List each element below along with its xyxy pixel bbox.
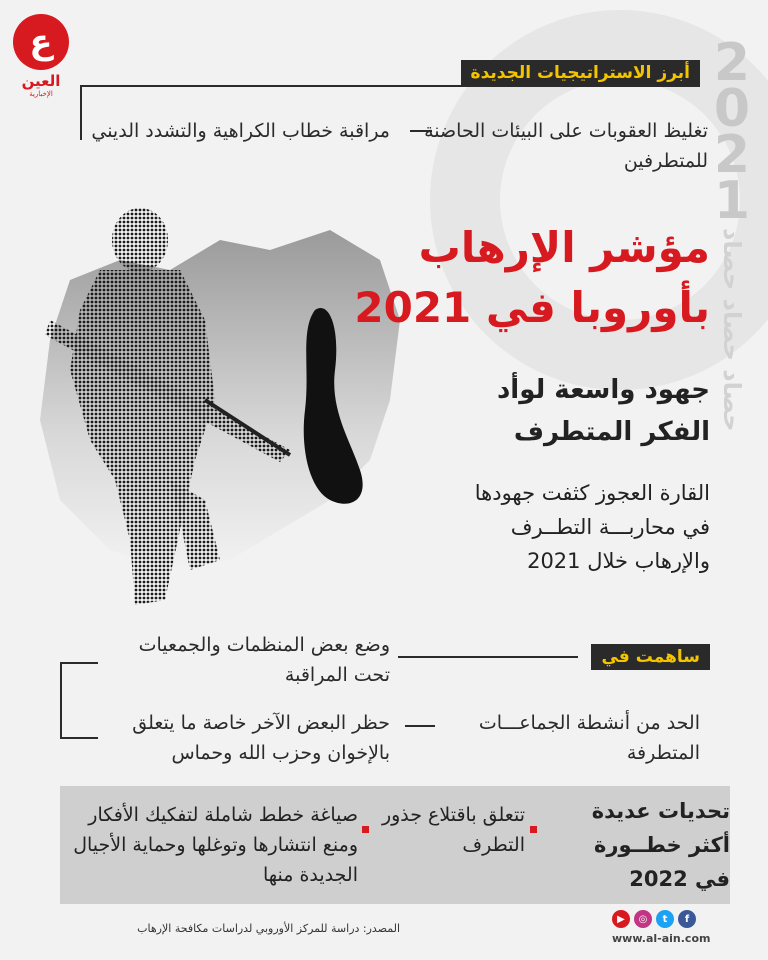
youtube-icon[interactable]: ▶ <box>612 910 630 928</box>
contributed-label: ساهمت في <box>591 644 710 670</box>
year-digit: 2 <box>713 33 751 93</box>
year-column <box>702 33 762 432</box>
instagram-icon[interactable]: ◎ <box>634 910 652 928</box>
al-ain-logo[interactable] <box>10 14 72 98</box>
contributed-connector-left-bottom <box>60 737 98 739</box>
contributed-item-limit: الحد من أنشطة الجماعـــات المتطرفة <box>478 712 700 764</box>
subtitle-line2: الفكر المتطرف <box>513 417 710 447</box>
contributed-item-ban: حظر البعض الآخر خاصة ما يتعلق بالإخوان وحزب الله وحماس <box>132 712 390 764</box>
strategies-connector-left <box>80 85 82 140</box>
contributed-connector-left <box>60 662 62 738</box>
contributed-connector-mid <box>405 725 435 727</box>
page-title-line1: مؤشر الإرهاب <box>418 223 710 272</box>
strategies-connector-line <box>80 85 700 87</box>
intro-line3: والإرهاب خلال 2021 <box>527 549 710 573</box>
year-digit: 1 <box>713 171 751 231</box>
twitter-icon[interactable]: t <box>656 910 674 928</box>
challenges-heading-line3: في 2022 <box>629 867 730 891</box>
strategy-item-sanctions: تغليظ العقوبات على البيئات الحاضنة للمتطرفين <box>424 120 708 172</box>
challenge-item-plans: صياغة خطط شاملة لتفكيك الأفكار ومنع انتشارها وتوغلها وحماية الأجيال الجديدة منها <box>73 804 358 886</box>
contributed-connector-left-top <box>60 662 98 664</box>
strategy-item-hate-speech: مراقبة خطاب الكراهية والتشدد الديني <box>91 120 390 142</box>
logo-name: العين <box>21 72 61 90</box>
facebook-icon[interactable]: f <box>678 910 696 928</box>
challenge-bullet-dot <box>362 826 369 833</box>
challenges-heading-line1: تحديات عديدة <box>591 799 730 823</box>
challenge-bullet-dot <box>530 826 537 833</box>
intro-line2: في محاربـــة التطــرف <box>510 515 710 539</box>
strategies-label: أبرز الاستراتيجيات الجديدة <box>461 60 700 86</box>
harvest-word: حصاد حصاد حصاد <box>718 228 746 432</box>
intro-line1: القارة العجوز كثفت جهودها <box>474 481 710 505</box>
page-title-line2: بأوروبا في 2021 <box>354 283 710 332</box>
challenges-heading-line2: أكثر خطــورة <box>594 833 730 857</box>
subtitle-line1: جهود واسعة لوأد <box>496 375 710 405</box>
social-icons <box>612 910 696 928</box>
website-url[interactable]: www.al-ain.com <box>612 932 711 945</box>
contributed-item-monitoring: وضع بعض المنظمات والجمعيات تحت المراقبة <box>138 634 390 686</box>
year-digit: 2 <box>713 125 751 185</box>
logo-mark: ع <box>13 14 69 70</box>
year-digit: 0 <box>713 79 751 139</box>
challenge-item-roots: تتعلق باقتلاع جذور التطرف <box>381 804 525 856</box>
challenges-heading <box>540 794 730 896</box>
contributed-connector-top <box>398 656 578 658</box>
logo-subtitle: الإخبارية <box>29 90 53 98</box>
source-note: المصدر: دراسة للمركز الأوروبي لدراسات مكافحة الإرهاب <box>137 922 400 935</box>
